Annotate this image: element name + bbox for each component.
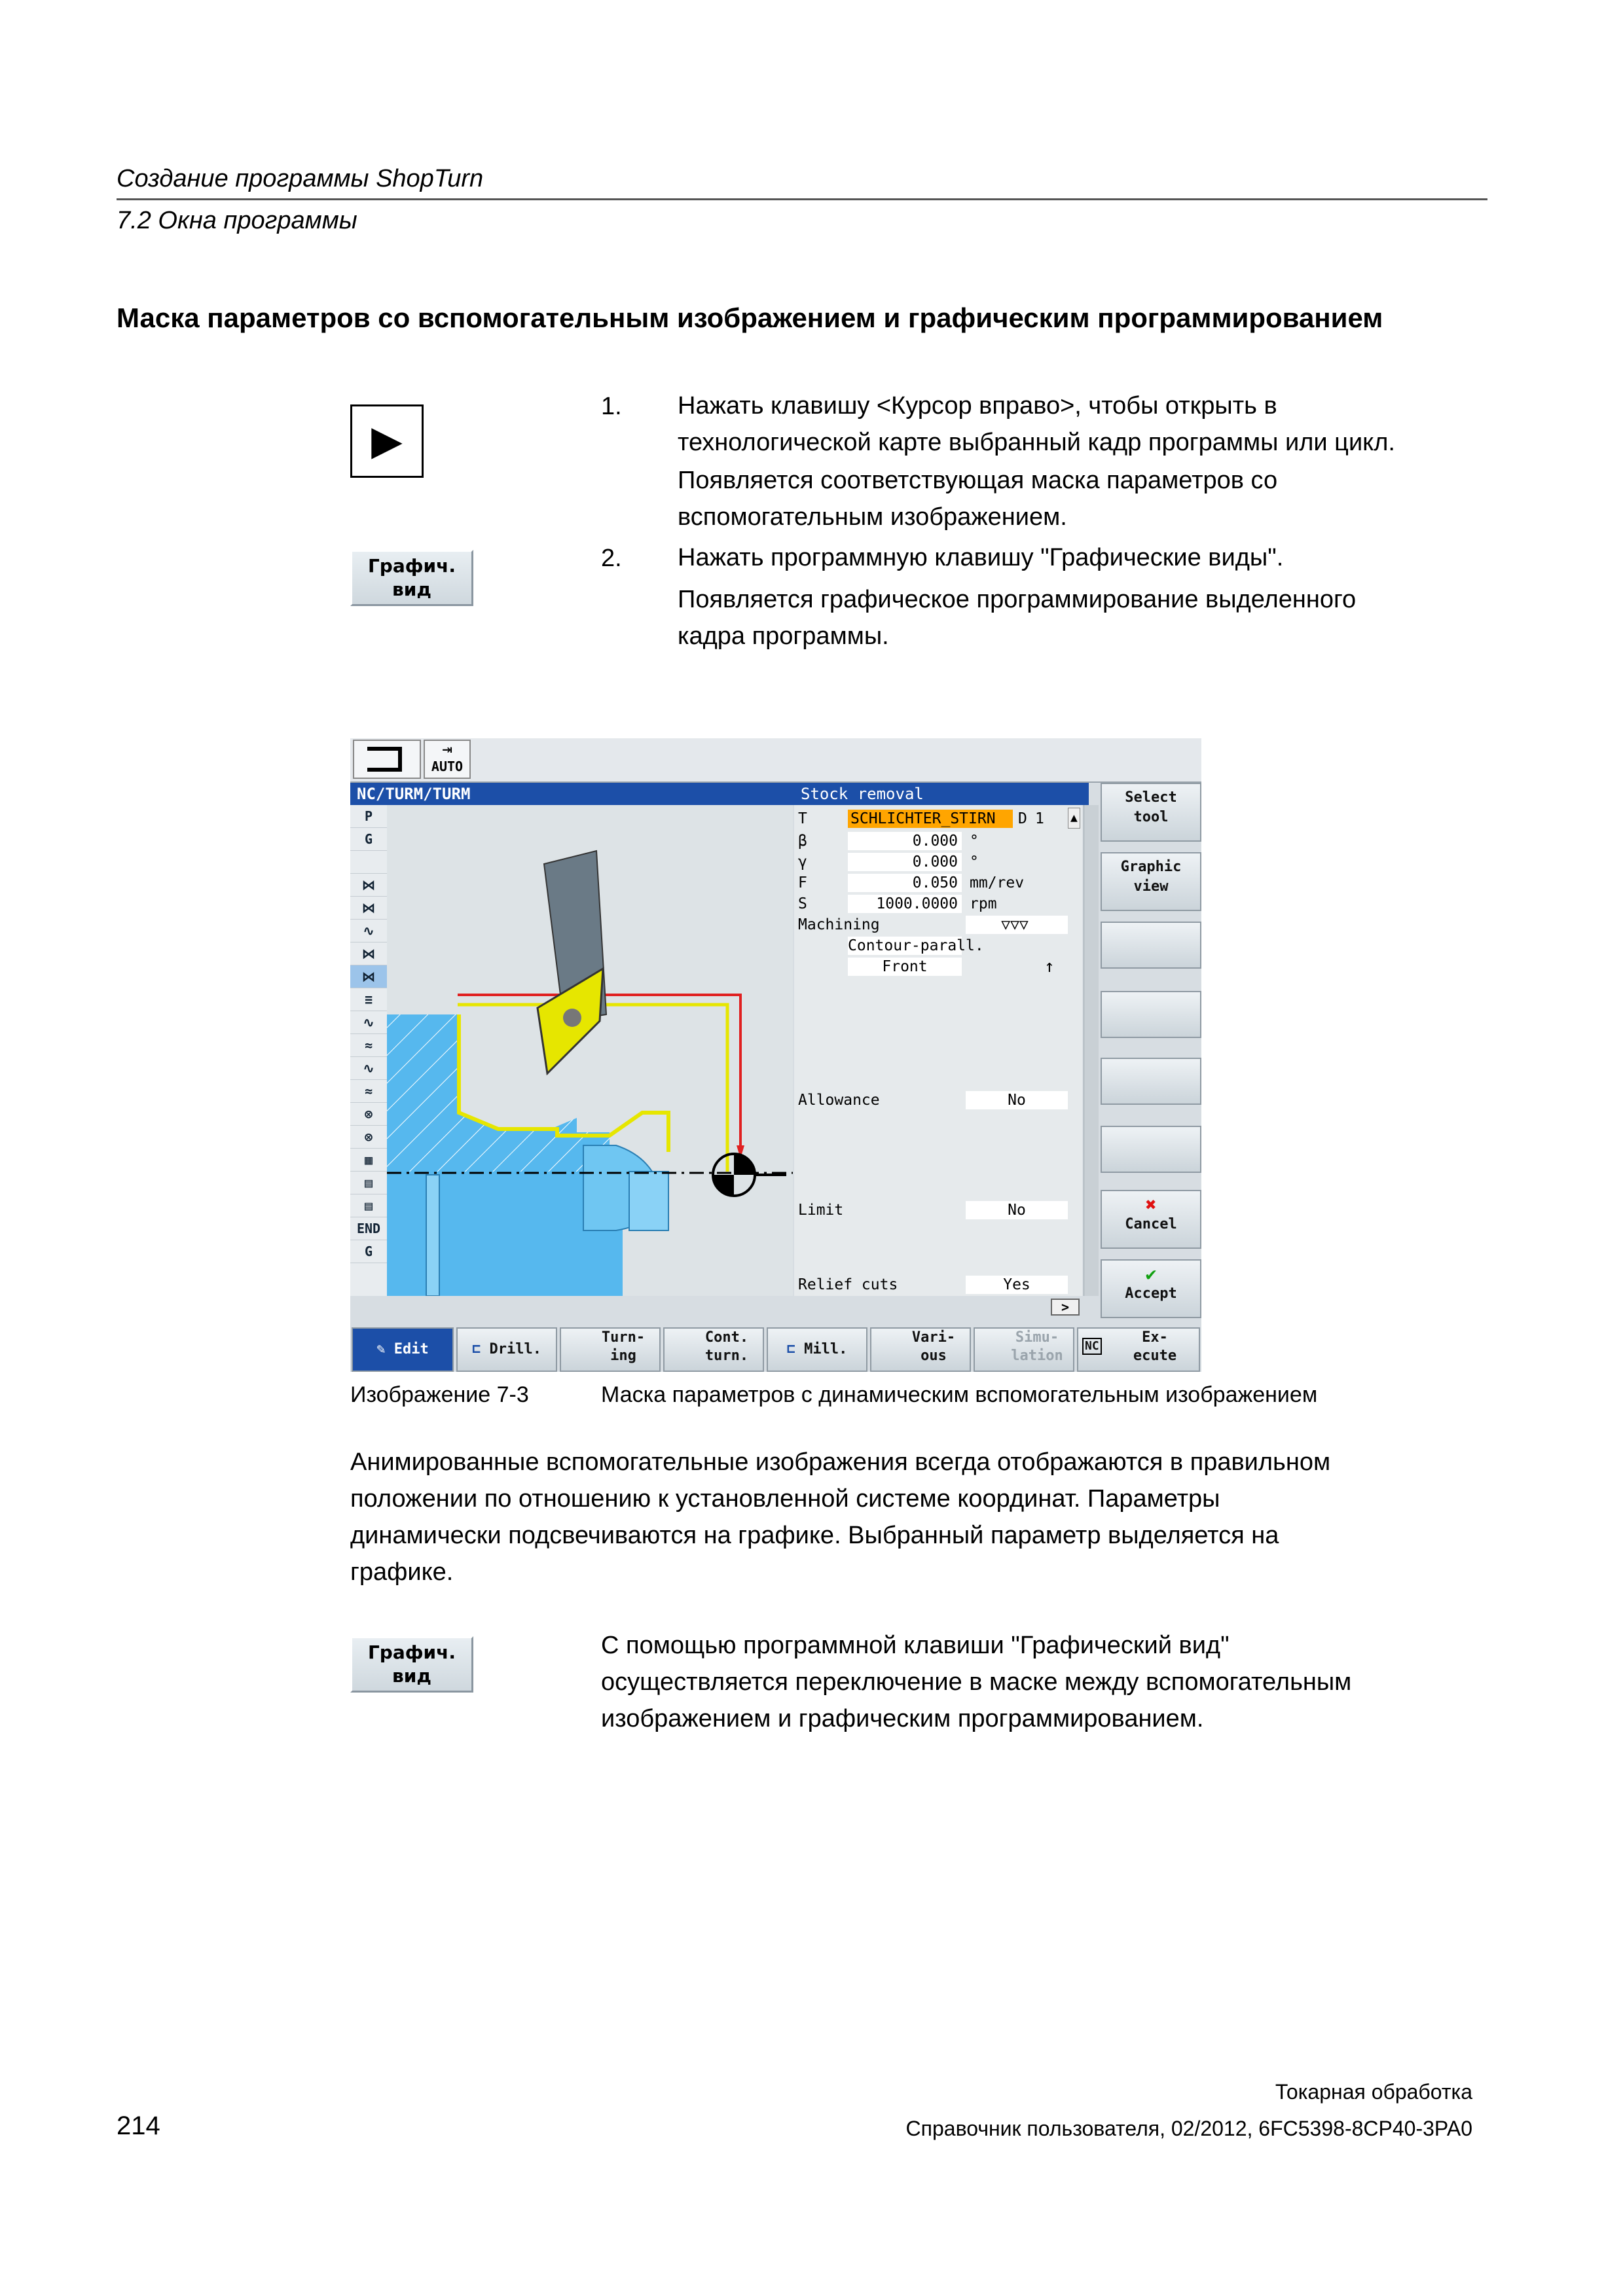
body-paragraph: Анимированные вспомогательные изображения всегда отображаются в правильном положении по отношению к установленной системе координат. Параметры динамически подсвечиваются на графике. Выбранный параметр выделяется на графике. <box>350 1448 1331 1586</box>
block-icon[interactable]: ⊗ <box>350 1126 387 1149</box>
tool-field[interactable]: SCHLICHTER_STIRN <box>848 810 1013 828</box>
step-1-instruction: Нажать клавишу <Курсор вправо>, чтобы открыть в технологической карте выбранный кадр программы или цикл. <box>678 392 1395 456</box>
arrow-up-icon: ↑ <box>1044 957 1055 977</box>
header-rule <box>117 198 1487 200</box>
step-2-instruction: Нажать программную клавишу "Графические виды". <box>678 544 1284 571</box>
param-beta-row: β 0.000 ° <box>798 833 979 850</box>
footer-topic: Токарная обработка <box>1275 2080 1472 2104</box>
graphic-view-softkey-icon: Графич. вид <box>350 550 473 606</box>
various-softkey[interactable]: Vari- ous <box>870 1327 971 1372</box>
block-icon[interactable]: ⋈ <box>350 897 387 920</box>
block-icon[interactable]: ∿ <box>350 1057 387 1080</box>
machining-field[interactable]: ▽▽▽ <box>966 916 1068 934</box>
simulation-softkey[interactable]: Simu- lation <box>974 1327 1074 1372</box>
step-1-result: Появляется соответствующая маска параметров со вспомогательным изображением. <box>678 467 1278 531</box>
block-g-end[interactable]: G <box>350 1240 387 1263</box>
section-heading: Маска параметров со вспомогательным изображением и графическим программированием <box>117 302 1383 333</box>
program-path: NC/TURM/TURM <box>357 785 471 803</box>
drilling-softkey[interactable]: ⊏ Drill. <box>456 1327 557 1372</box>
block-p[interactable]: P <box>350 805 387 828</box>
accept-softkey[interactable]: ✔ Accept <box>1101 1259 1201 1318</box>
param-gamma-row: γ 0.000 ° <box>798 853 979 870</box>
edit-icon: ✎ <box>376 1341 394 1357</box>
empty-softkey-5[interactable] <box>1101 1058 1201 1105</box>
program-mode-icon[interactable] <box>353 740 421 779</box>
position-field[interactable]: Front <box>848 958 962 976</box>
block-icon[interactable]: ▤ <box>350 1172 387 1194</box>
block-end[interactable]: END <box>350 1217 387 1240</box>
parameter-scrollbar[interactable] <box>1084 805 1099 1296</box>
param-allowance-row: Allowance No <box>798 1090 880 1110</box>
param-machining-row: Machining ▽▽▽ <box>798 915 880 935</box>
block-g[interactable]: G <box>350 828 387 851</box>
nc-icon: NC <box>1082 1338 1102 1355</box>
graphic-view-softkey[interactable]: Graphic view <box>1101 852 1201 911</box>
shopturn-screen <box>350 738 1201 1372</box>
block-icon[interactable]: ⋈ <box>350 942 387 965</box>
cycle-title: Stock removal <box>801 785 924 803</box>
footer-manual: Справочник пользователя, 02/2012, 6FC5398-8CP40-3PA0 <box>905 2117 1472 2140</box>
cursor-right-key-icon: ▶ <box>350 404 424 478</box>
graphic-view-softkey-icon-2: Графич. вид <box>350 1636 473 1693</box>
empty-softkey-6[interactable] <box>1101 1126 1201 1173</box>
figure-caption: Маска параметров с динамическим вспомогательным изображением <box>601 1382 1318 1407</box>
parameter-mask <box>794 805 1082 1296</box>
param-relief-row: Relief cuts Yes <box>798 1275 898 1295</box>
param-limit-row: Limit No <box>798 1200 843 1220</box>
block-icon[interactable]: ≈ <box>350 1080 387 1103</box>
cancel-icon: ✖ <box>1145 1194 1157 1215</box>
running-header-section: 7.2 Окна программы <box>117 207 357 234</box>
block-icon[interactable]: ▤ <box>350 1194 387 1217</box>
block-icon[interactable] <box>350 851 387 874</box>
contour-mode-field[interactable]: Contour-parall. <box>848 937 984 954</box>
mill-icon: ⊏ <box>786 1341 805 1357</box>
step-2-number: 2. <box>601 545 622 572</box>
relief-cuts-field[interactable]: Yes <box>966 1276 1068 1294</box>
hmi-top-bar <box>350 738 1201 783</box>
turning-help-drawing <box>387 805 793 1296</box>
limit-field[interactable]: No <box>966 1201 1068 1219</box>
program-block-list <box>350 805 388 1296</box>
execute-softkey[interactable]: NC Ex- ecute <box>1077 1327 1200 1372</box>
param-f-row: F 0.050 mm/rev <box>798 874 1025 891</box>
turning-softkey[interactable]: Turn- ing <box>560 1327 661 1372</box>
cancel-softkey[interactable]: ✖ Cancel <box>1101 1190 1201 1249</box>
block-icon[interactable]: ∿ <box>350 920 387 942</box>
page-number: 214 <box>117 2111 160 2140</box>
edit-softkey[interactable]: ✎ Edit <box>352 1327 454 1372</box>
drill-icon: ⊏ <box>472 1341 490 1357</box>
more-button[interactable]: > <box>1051 1299 1080 1316</box>
auto-mode-icon[interactable]: ⇥ AUTO <box>424 740 471 779</box>
block-icon[interactable]: ∿ <box>350 1011 387 1034</box>
block-icon[interactable]: ⋈ <box>350 965 387 988</box>
speed-field[interactable]: 1000.0000 <box>848 895 962 913</box>
d-number-field[interactable]: 1 <box>1035 810 1044 827</box>
accept-icon: ✔ <box>1145 1263 1157 1285</box>
milling-softkey[interactable]: ⊏ Mill. <box>767 1327 867 1372</box>
param-t-row: T SCHLICHTER_STIRN D 1 ▲ <box>798 809 807 829</box>
feed-field[interactable]: 0.050 <box>848 874 962 892</box>
block-icon[interactable]: ≈ <box>350 1034 387 1057</box>
block-icon[interactable]: ≡ <box>350 988 387 1011</box>
empty-softkey-3[interactable] <box>1101 922 1201 969</box>
help-graphic <box>387 805 793 1296</box>
scroll-up-icon[interactable]: ▲ <box>1068 808 1080 829</box>
beta-field[interactable]: 0.000 <box>848 832 962 850</box>
select-tool-softkey[interactable]: Select tool <box>1101 783 1201 842</box>
note-paragraph: С помощью программной клавиши "Графический вид" осуществляется переключение в маске между вспомогательным изображением и графическим программированием. <box>601 1632 1352 1732</box>
step-2-result: Появляется графическое программирование выделенного кадра программы. <box>678 586 1357 650</box>
contour-turning-softkey[interactable]: Cont. turn. <box>663 1327 764 1372</box>
running-header-chapter: Создание программы ShopTurn <box>117 165 484 192</box>
block-icon[interactable]: ⊗ <box>350 1103 387 1126</box>
empty-softkey-4[interactable] <box>1101 991 1201 1038</box>
figure-label: Изображение 7-3 <box>350 1382 529 1407</box>
block-icon[interactable]: ▦ <box>350 1149 387 1172</box>
allowance-field[interactable]: No <box>966 1091 1068 1109</box>
step-1-number: 1. <box>601 393 622 420</box>
hmi-title-bar <box>350 783 1089 805</box>
param-s-row: S 1000.0000 rpm <box>798 895 997 912</box>
gamma-field[interactable]: 0.000 <box>848 853 962 871</box>
block-icon[interactable]: ⋈ <box>350 874 387 897</box>
